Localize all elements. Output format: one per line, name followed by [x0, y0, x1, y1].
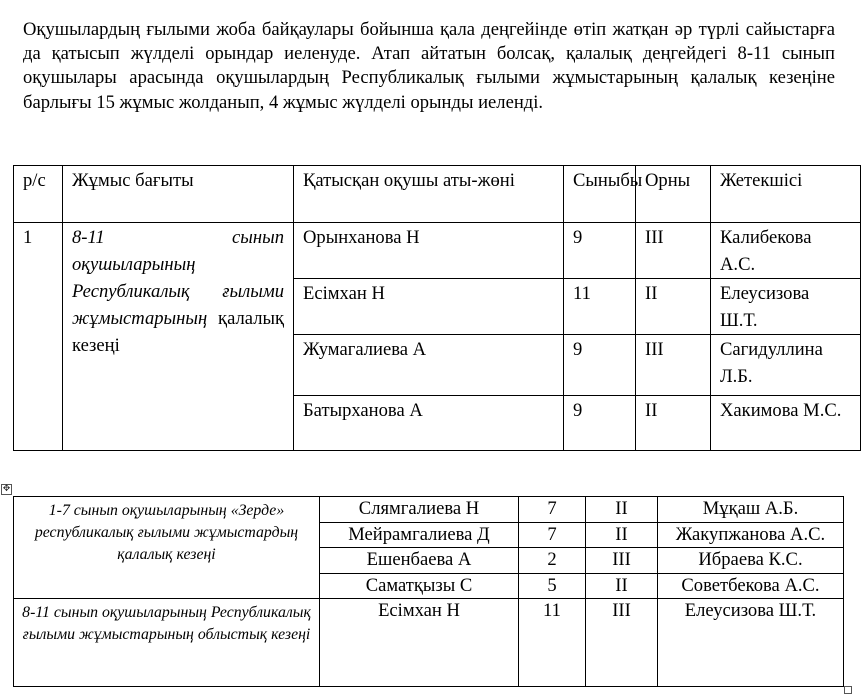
student-name: Есімхан Н [294, 279, 564, 335]
table-row [14, 497, 844, 523]
grade: 9 [564, 335, 636, 396]
student-name: Есімхан Н [320, 599, 519, 687]
place: II [636, 279, 711, 335]
place: II [636, 396, 711, 451]
header-cell: Жұмыс бағыты [63, 166, 294, 223]
student-name: Мейрамгалиева Д [320, 522, 519, 548]
student-name: Ешенбаева А [320, 548, 519, 574]
place: III [636, 223, 711, 279]
student-name: Саматқызы С [320, 573, 519, 599]
grade: 9 [564, 223, 636, 279]
move-handle-icon[interactable]: ✥ [2, 484, 11, 494]
intro-paragraph: Оқушылардың ғылыми жоба байқаулары бойынша қала деңгейінде өтіп жатқан әр түрлі сайыстарға да қатысып жүлделі орындар иеленуде. Атап айтатын болсақ, қалалық деңгейдегі 8-11 сынып оқушылары арасында оқушылардың Республикалық ғылыми жұмыстарының қалалық кезеңіне барлығы 15 жұмыс жолданып, 4 жұмыс жүлделі орынды иеленді. [23, 19, 835, 113]
header-cell: Сыныбы [564, 166, 636, 223]
place: III [586, 548, 658, 574]
student-name: Жумагалиева А [294, 335, 564, 396]
direction-plain: қалалық кезеңі [72, 308, 284, 356]
table-row [14, 599, 844, 687]
resize-handle-icon[interactable] [844, 686, 852, 694]
grade: 2 [519, 548, 586, 574]
supervisor: Калибекова А.С. [711, 223, 861, 279]
supervisor: Елеусизова Ш.Т. [658, 599, 844, 687]
grade: 7 [519, 522, 586, 548]
student-name: Орынханова Н [294, 223, 564, 279]
work-direction: 1-7 сынып оқушыларының «Зерде» республикалық ғылыми жұмыстардың қалалық кезеңі [14, 497, 320, 599]
supervisor: Мұқаш А.Б. [658, 497, 844, 523]
place: II [586, 522, 658, 548]
place: II [586, 573, 658, 599]
header-cell: Орны [636, 166, 711, 223]
grade: 11 [564, 279, 636, 335]
supervisor: Ибраева К.С. [658, 548, 844, 574]
supervisor: Елеусизова Ш.Т. [711, 279, 861, 335]
place: III [586, 599, 658, 687]
row-number: 1 [14, 223, 63, 451]
results-table-city [13, 165, 861, 451]
grade: 9 [564, 396, 636, 451]
table-header-row [14, 166, 861, 223]
work-direction [63, 223, 294, 451]
student-name: Слямгалиева Н [320, 497, 519, 523]
direction-italic: 8-11 сынып оқушыларының Республикалық ғылыми жұмыстарының [72, 227, 284, 329]
table-row [14, 223, 861, 279]
grade: 11 [519, 599, 586, 687]
student-name: Батырханова А [294, 396, 564, 451]
grade: 5 [519, 573, 586, 599]
place: II [586, 497, 658, 523]
header-cell: Жетекшісі [711, 166, 861, 223]
supervisor: Хакимова М.С. [711, 396, 861, 451]
header-cell: Қатысқан оқушы аты-жөні [294, 166, 564, 223]
work-direction: 8-11 сынып оқушыларының Республикалық ғылыми жұмыстарының облыстық кезеңі [14, 599, 320, 687]
header-cell: р/с [14, 166, 63, 223]
supervisor: Советбекова А.С. [658, 573, 844, 599]
supervisor: Сагидуллина Л.Б. [711, 335, 861, 396]
results-table-second [13, 496, 844, 687]
place: III [636, 335, 711, 396]
grade: 7 [519, 497, 586, 523]
supervisor: Жакупжанова А.С. [658, 522, 844, 548]
